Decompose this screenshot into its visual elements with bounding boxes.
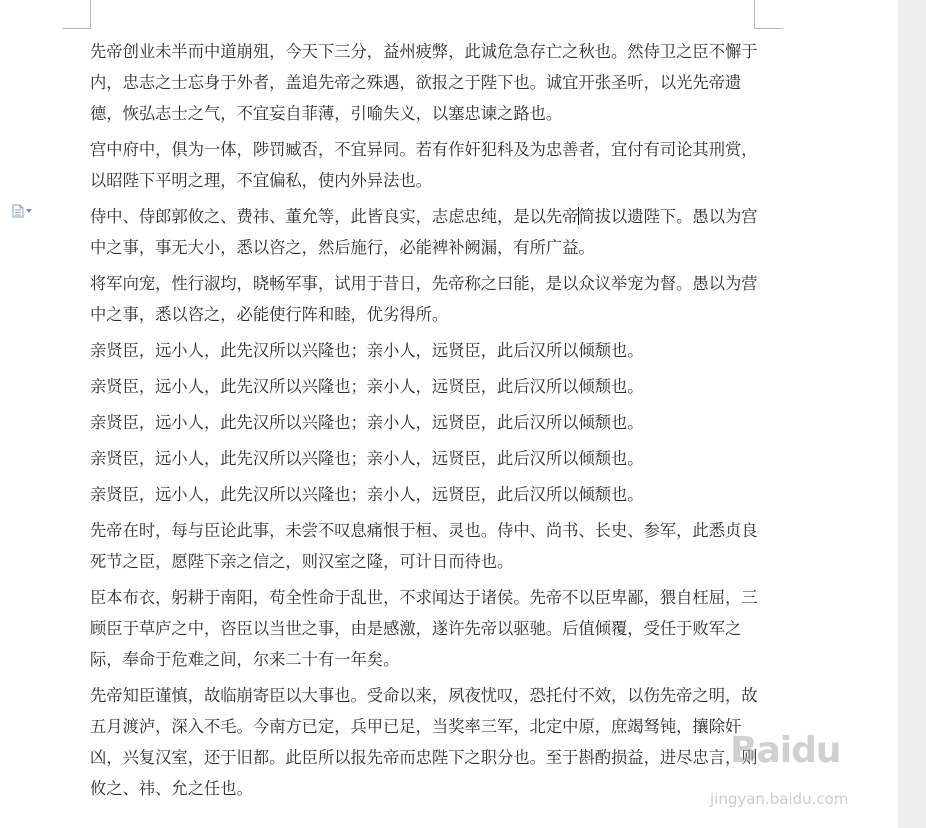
watermark-url: jingyan.baidu.com	[710, 790, 849, 808]
paragraph: 亲贤臣，远小人，此先汉所以兴隆也；亲小人，远贤臣，此后汉所以倾颓也。	[90, 449, 644, 468]
paragraph: 亲贤臣，远小人，此先汉所以兴隆也；亲小人，远贤臣，此后汉所以倾颓也。	[90, 485, 644, 504]
paragraph: 亲贤臣，远小人，此先汉所以兴隆也；亲小人，远贤臣，此后汉所以倾颓也。	[90, 413, 644, 432]
watermark-brand: Baidu	[730, 730, 841, 771]
paragraph: 先帝在时，每与臣论此事，未尝不叹息痛恨于桓、灵也。侍中、尚书、长史、参军，此悉贞良死节之臣，愿陛下亲之信之，则汉室之隆，可计日而待也。	[90, 521, 758, 571]
paragraph: 宫中府中，俱为一体，陟罚臧否，不宜异同。若有作奸犯科及为忠善者，宜付有司论其刑赏，以昭陛下平明之理，不宜偏私，使内外异法也。	[90, 140, 758, 190]
paragraph-with-caret	[90, 201, 760, 263]
scrollbar-gutter[interactable]	[898, 0, 926, 828]
paragraph-text-after-caret: 简拔以遗陛下。愚以为宫中之事，事无大小，悉以咨之，然后施行，必能裨补阙漏，有所广益。	[90, 207, 758, 257]
document-icon	[12, 204, 24, 218]
paragraph-text-before-caret: 侍中、侍郎郭攸之、费祎、董允等，此皆良实，志虑忠纯，是以先帝	[90, 207, 579, 226]
paragraph: 先帝知臣谨慎，故临崩寄臣以大事也。受命以来，夙夜忧叹，恐托付不效，以伤先帝之明，故五月渡泸，深入不毛。今南方已定，兵甲已足，当奖率三军，北定中原，庶竭驽钝，攘除奸凶，兴复汉室，还于旧都。此臣所以报先帝而忠陛下之职分也。至于斟酌损益，进尽忠言，则攸之、祎、允之任也。	[90, 686, 758, 798]
document-body[interactable]	[90, 36, 760, 809]
paragraph: 亲贤臣，远小人，此先汉所以兴隆也；亲小人，远贤臣，此后汉所以倾颓也。	[90, 341, 644, 360]
paragraph: 亲贤臣，远小人，此先汉所以兴隆也；亲小人，远贤臣，此后汉所以倾颓也。	[90, 377, 644, 396]
chevron-down-icon	[26, 209, 32, 213]
paragraph: 将军向宠，性行淑均，晓畅军事，试用于昔日，先帝称之曰能，是以众议举宠为督。愚以为营中之事，悉以咨之，必能使行阵和睦，优劣得所。	[90, 274, 758, 324]
paragraph: 先帝创业未半而中道崩殂，今天下三分，益州疲弊，此诚危急存亡之秋也。然侍卫之臣不懈于内，忠志之士忘身于外者，盖追先帝之殊遇，欲报之于陛下也。诚宜开张圣听，以光先帝遗德，恢弘志士之气，不宜妄自菲薄，引喻失义，以塞忠谏之路也。	[90, 42, 758, 123]
page-corner-mark-right	[754, 0, 783, 29]
paragraph: 臣本布衣，躬耕于南阳，苟全性命于乱世，不求闻达于诸侯。先帝不以臣卑鄙，猥自枉屈，三顾臣于草庐之中，咨臣以当世之事，由是感激，遂许先帝以驱驰。后值倾覆，受任于败军之际，奉命于危难之间，尔来二十有一年矣。	[90, 588, 758, 669]
paragraph-options-button[interactable]	[12, 203, 36, 219]
page-corner-mark-left	[62, 0, 91, 29]
